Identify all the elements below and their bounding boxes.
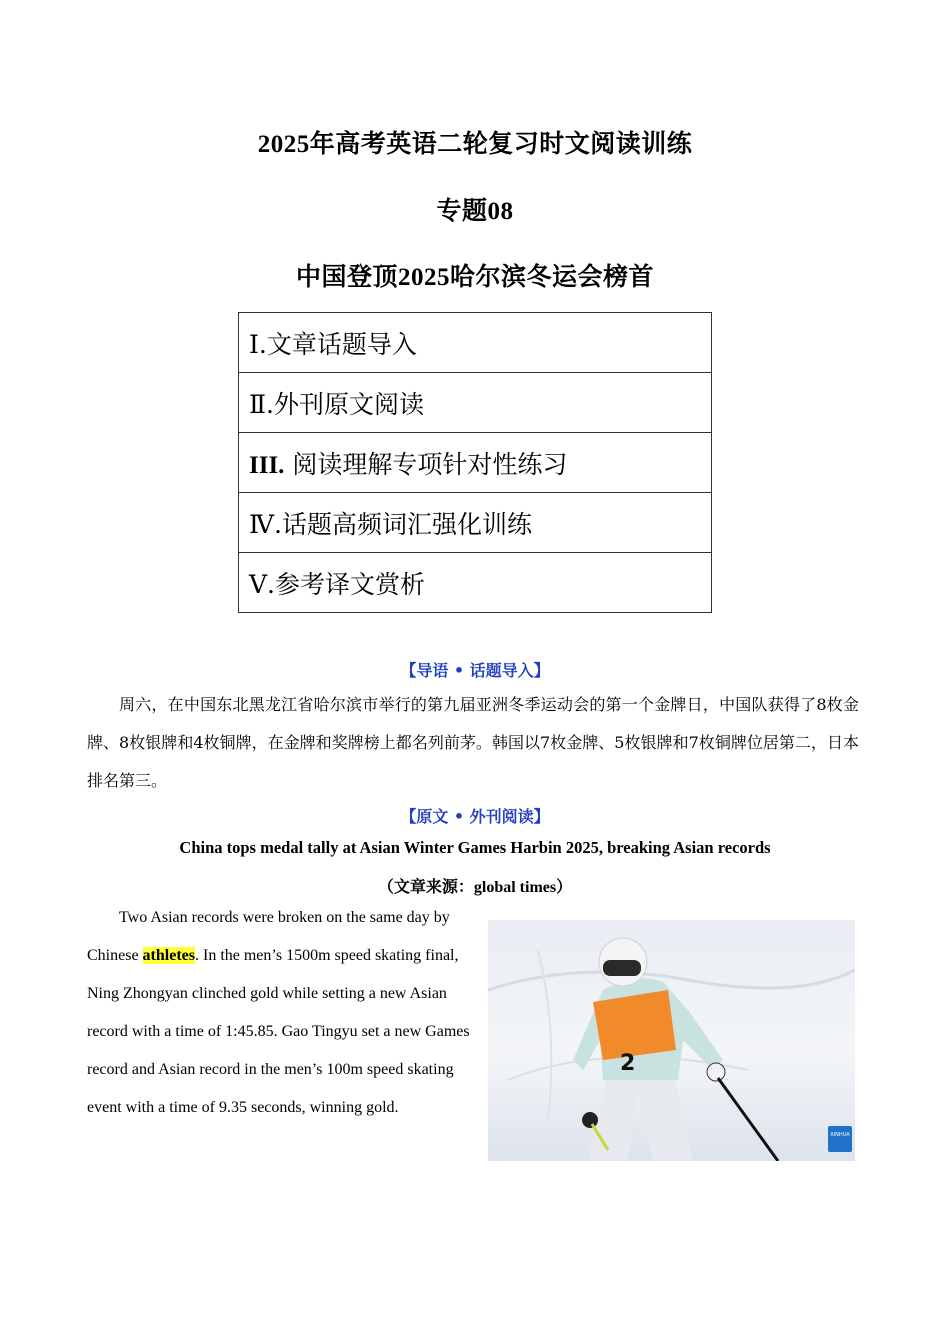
topic-number: 专题08: [436, 198, 514, 225]
toc-label: 外刊原文阅读: [273, 389, 424, 419]
article-title: China tops medal tally at Asian Winter Games Harbin 2025, breaking Asian records: [179, 838, 771, 857]
document-title: 2025年高考英语二轮复习时文阅读训练: [257, 131, 693, 158]
intro-paragraph: 周六，在中国东北黑龙江省哈尔滨市举行的第九届亚洲冬季运动会的第一个金牌日，中国队获得了8枚金牌、8枚银牌和4枚铜牌，在金牌和奖牌榜上都名列前茅。韩国以7枚金牌、5枚银牌和7枚铜牌位居第二，日本排名第三。: [87, 695, 859, 790]
bib-number: 2: [620, 1051, 636, 1076]
photo-watermark: XINHUA: [830, 1132, 850, 1138]
intro-heading: 【导语 • 话题导入】: [400, 661, 550, 680]
paragraph-text-start: Two Asian records were broken on the same day by Chinese: [87, 909, 450, 964]
toc-row: [239, 493, 712, 553]
toc-numeral: Ⅴ.: [249, 569, 276, 599]
paragraph-text-end: . In the men’s 1500m speed skating final, Ning Zhongyan clinched gold while setting a new Asian record with a time of 1:45.85. Gao Tingyu set a new Games record and Asian record in the men’s 100m speed skating event with a time of 9.35 seconds, winning gold.: [87, 947, 470, 1116]
toc-numeral: Ⅱ.: [249, 389, 274, 419]
skier-illustration: [488, 920, 855, 1161]
toc-label: 话题高频词汇强化训练: [281, 509, 532, 539]
toc-numeral: Ⅰ.: [249, 329, 267, 359]
toc-row: [239, 433, 712, 493]
skier-photo: [488, 920, 855, 1161]
toc-numeral: III.: [249, 451, 285, 479]
table-of-contents: [238, 312, 712, 613]
article-heading: 【原文 • 外刊阅读】: [400, 807, 550, 826]
toc-label: 参考译文赏析: [275, 569, 426, 599]
article-source: （文章来源：global times）: [377, 879, 573, 896]
article-paragraph: [87, 899, 475, 1127]
toc-row: [239, 313, 712, 373]
toc-row: [239, 373, 712, 433]
toc-row: [239, 553, 712, 613]
toc-label: 文章话题导入: [266, 329, 417, 359]
highlighted-word: athletes: [142, 947, 195, 964]
toc-label: 阅读理解专项针对性练习: [292, 449, 568, 479]
toc-numeral: Ⅳ.: [249, 509, 282, 539]
document-subtitle: 中国登顶2025哈尔滨冬运会榜首: [295, 264, 654, 291]
